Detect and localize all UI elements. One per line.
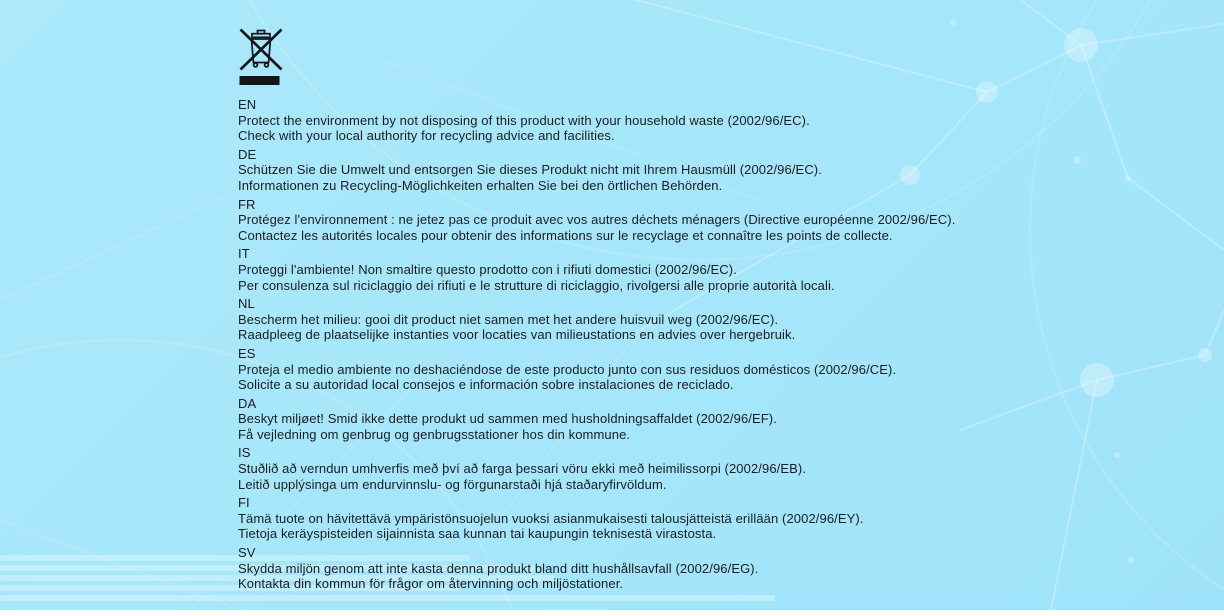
lang-section-it — [238, 246, 955, 293]
recycling-notice — [238, 27, 955, 595]
notice-line: Solicite a su autoridad local consejos e información sobre instalaciones de reciclado. — [238, 377, 734, 393]
notice-line: Stuðlið að verndun umhverfis með því að farga þessari vöru ekki með heimilissorpi (2002/96/EB). — [238, 461, 807, 477]
lang-section-nl — [238, 296, 955, 343]
notice-line: Bescherm het milieu: gooi dit product niet samen met het andere huisvuil weg (2002/96/EC). — [238, 311, 779, 327]
weee-crossed-out-bin-icon — [238, 27, 955, 90]
language-code: FI — [238, 495, 250, 511]
lang-section-is — [238, 445, 955, 492]
notice-line: Contactez les autorités locales pour obtenir des informations sur le recyclage et connaître les points de collecte. — [238, 227, 893, 243]
notice-line: Protect the environment by not disposing of this product with your household waste (2002/96/EC). — [238, 112, 810, 128]
language-code: DA — [238, 395, 257, 411]
notice-line: Proteggi l'ambiente! Non smaltire questo prodotto con i rifiuti domestici (2002/96/EC). — [238, 261, 737, 277]
language-code: SV — [238, 545, 256, 561]
language-code: IS — [238, 445, 251, 461]
language-code: FR — [238, 196, 256, 212]
lang-section-de — [238, 147, 955, 194]
notice-line: Få vejledning om genbrug og genbrugsstationer hos din kommune. — [238, 426, 631, 442]
notice-line: Proteja el medio ambiente no deshaciéndose de este producto junto con sus residuos domésticos (2002/96/CE). — [238, 361, 897, 377]
notice-line: Protégez l'environnement : ne jetez pas ce produit avec vos autres déchets ménagers (Directive européenne 2002/96/EC). — [238, 212, 956, 228]
notice-line: Per consulenza sul riciclaggio dei rifiuti e le strutture di riciclaggio, rivolgersi alle proprie autorità locali. — [238, 277, 835, 293]
notice-line: Tämä tuote on hävitettävä ympäristönsuojelun vuoksi asianmukaisesti talousjätteistä erillään (2002/96/EY). — [238, 510, 864, 526]
page-bottom-edge — [0, 610, 1224, 616]
notice-line: Kontakta din kommun för frågor om återvinning och miljöstationer. — [238, 576, 624, 592]
language-code: ES — [238, 345, 256, 361]
notice-line: Skydda miljön genom att inte kasta denna produkt bland ditt hushållsavfall (2002/96/EG). — [238, 560, 759, 576]
notice-line: Schützen Sie die Umwelt und entsorgen Sie dieses Produkt nicht mit Ihrem Hausmüll (2002/96/EC). — [238, 162, 822, 178]
notice-line: Tietoja keräyspisteiden sijainnista saa kunnan tai kaupungin teknisestä virastosta. — [238, 526, 717, 542]
lang-section-en — [238, 97, 955, 144]
notice-line: Leitið upplýsinga um endurvinnslu- og förgunarstaði hjá staðaryfirvöldum. — [238, 476, 667, 492]
lang-section-da — [238, 396, 955, 443]
lang-section-es — [238, 346, 955, 393]
lang-section-fi — [238, 495, 955, 542]
language-code: NL — [238, 296, 255, 312]
language-code: EN — [238, 97, 257, 112]
language-code: IT — [238, 246, 250, 262]
notice-line: Check with your local authority for recycling advice and facilities. — [238, 128, 615, 144]
notice-line: Raadpleeg de plaatselijke instanties voor locaties van milieustations en advies over hergebruik. — [238, 327, 796, 343]
lang-section-fr — [238, 197, 955, 244]
notice-line: Informationen zu Recycling-Möglichkeiten erhalten Sie bei den örtlichen Behörden. — [238, 177, 723, 193]
notice-line: Beskyt miljøet! Smid ikke dette produkt ud sammen med husholdningsaffaldet (2002/96/EF). — [238, 411, 777, 427]
lang-section-sv — [238, 545, 955, 592]
language-code: DE — [238, 146, 257, 162]
